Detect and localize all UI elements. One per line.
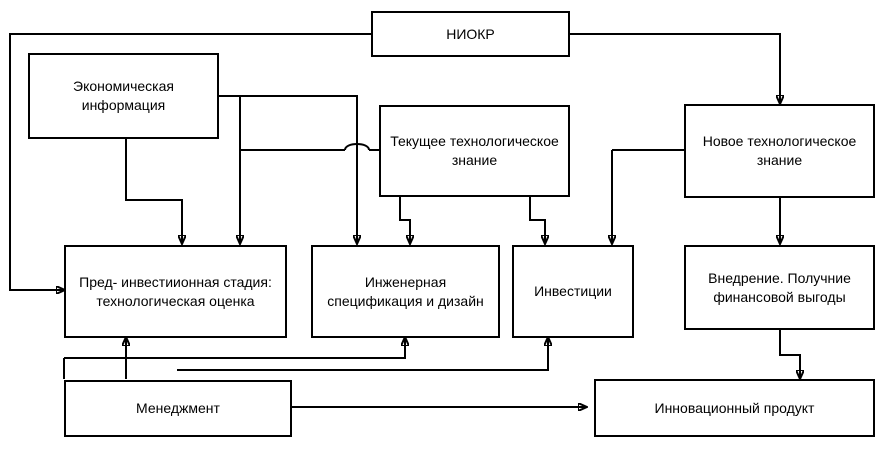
- edge-curtech-engspec: [400, 197, 410, 243]
- node-niokr-label: НИОКР: [446, 25, 495, 42]
- node-investments-label: Инвестиции: [534, 283, 612, 300]
- node-current-technological-knowledge[interactable]: [379, 105, 570, 197]
- edge-management-engspec: [64, 338, 405, 358]
- node-engineering-specification[interactable]: [311, 245, 500, 338]
- node-new-technological-knowledge[interactable]: [684, 104, 875, 198]
- node-new-technological-knowledge-label: Новое технологическое знание: [702, 133, 857, 168]
- edge-niokr-newtech: [570, 34, 780, 103]
- node-investments[interactable]: [512, 245, 634, 338]
- node-innovative-product[interactable]: [594, 379, 875, 437]
- edge-implement-product: [780, 330, 800, 378]
- node-preinvestment-stage[interactable]: [64, 245, 287, 338]
- node-management[interactable]: [64, 380, 292, 437]
- node-engineering-specification-label: Инженерная спецификация и дизайн: [327, 273, 484, 309]
- node-management-label: Менеджмент: [136, 400, 220, 417]
- node-innovative-product-label: Инновационный продукт: [654, 399, 815, 416]
- node-niokr[interactable]: [371, 11, 570, 57]
- node-preinvestment-stage-label: Пред- инвестиионная стадия: технологическая оценка: [79, 273, 272, 309]
- edge-management-investments: [177, 338, 548, 370]
- node-implementation[interactable]: [684, 245, 875, 330]
- node-current-technological-knowledge-label: Текущее технологическое знание: [390, 133, 559, 168]
- edge-econ-preinvest: [126, 139, 182, 243]
- node-economic-information[interactable]: [28, 53, 219, 139]
- edge-econ-preinvest-2: [219, 96, 240, 243]
- edge-curtech-investments: [530, 197, 545, 243]
- node-economic-information-label: Экономическая информация: [73, 78, 174, 113]
- node-implementation-label: Внедрение. Получние финансовой выгоды: [708, 269, 851, 305]
